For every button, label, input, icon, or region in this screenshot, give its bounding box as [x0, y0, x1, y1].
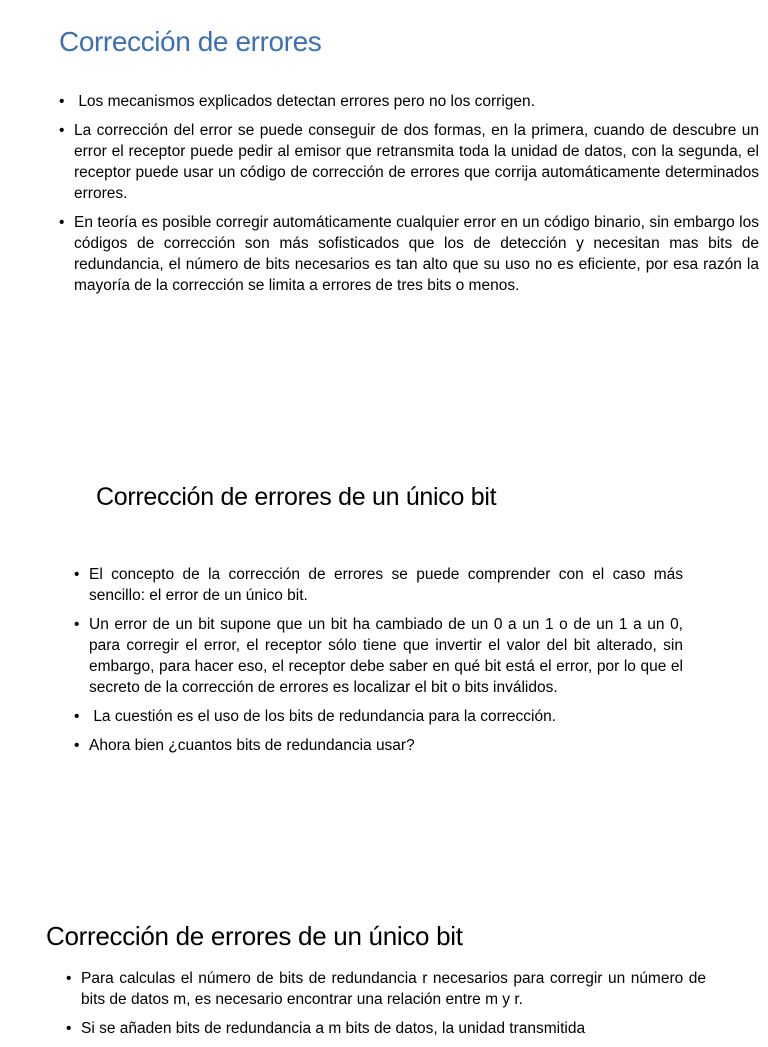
slide-title: Corrección de errores [59, 26, 322, 57]
bullet-item [59, 120, 759, 204]
bullet-item [74, 614, 683, 698]
bullet-text: Ahora bien ¿cuantos bits de redundancia usar? [89, 737, 415, 754]
bullet-icon: • [59, 122, 65, 139]
bullet-text: Los mecanismos explicados detectan errores pero no los corrigen. [74, 93, 535, 110]
bullet-item [74, 735, 683, 756]
bullet-item [74, 706, 683, 727]
bullet-icon: • [74, 708, 80, 725]
bullet-icon: • [59, 93, 65, 110]
bullet-list [74, 564, 683, 764]
bullet-text: La cuestión es el uso de los bits de redundancia para la corrección. [89, 708, 557, 725]
bullet-text: En teoría es posible corregir automáticamente cualquier error en un código binario, sin embargo los códigos de corrección son más sofisticados que los de detección y necesitan mas bits de redundancia, el número de bits necesarios es tan alto que su uso no es eficiente, por esa razón la mayoría de la corrección se limita a errores de tres bits o menos. [74, 214, 759, 294]
bullet-list [66, 968, 706, 1047]
bullet-item [66, 1018, 706, 1039]
bullet-item [66, 968, 706, 1010]
slide-title: Corrección de errores de un único bit [46, 921, 463, 951]
bullet-text: Para calculas el número de bits de redundancia r necesarios para corregir un número de bits de datos m, es necesario encontrar una relación entre m y r. [81, 970, 706, 1008]
slide-correccion-unico-bit-continued [0, 918, 768, 1037]
bullet-icon: • [74, 566, 80, 583]
bullet-text: Si se añaden bits de redundancia a m bits de datos, la unidad transmitida [81, 1020, 586, 1037]
bullet-icon: • [74, 616, 80, 633]
bullet-icon: • [66, 1020, 72, 1037]
bullet-text: La corrección del error se puede conseguir de dos formas, en la primera, cuando de descubre un error el receptor puede pedir al emisor que retransmita toda la unidad de datos, con la segunda, el receptor puede usar un código de corrección de errores que corrija automáticamente determinados errores. [74, 122, 759, 202]
bullet-text: El concepto de la corrección de errores se puede comprender con el caso más sencillo: el error de un único bit. [89, 566, 683, 604]
bullet-text: Un error de un bit supone que un bit ha cambiado de un 0 a un 1 o de un 1 a un 0, para corregir el error, el receptor sólo tiene que invertir el valor del bit alterado, sin embargo, para hacer eso, el receptor debe saber en qué bit está el error, por lo que el secreto de la corrección de errores es localizar el bit o bits inválidos. [89, 616, 683, 696]
bullet-item [59, 212, 759, 296]
bullet-icon: • [59, 214, 65, 231]
bullet-list [59, 91, 759, 304]
bullet-icon: • [66, 970, 72, 987]
bullet-icon: • [74, 737, 80, 754]
bullet-item [59, 91, 759, 112]
slide-title: Corrección de errores de un único bit [96, 483, 497, 511]
bullet-item [74, 564, 683, 606]
